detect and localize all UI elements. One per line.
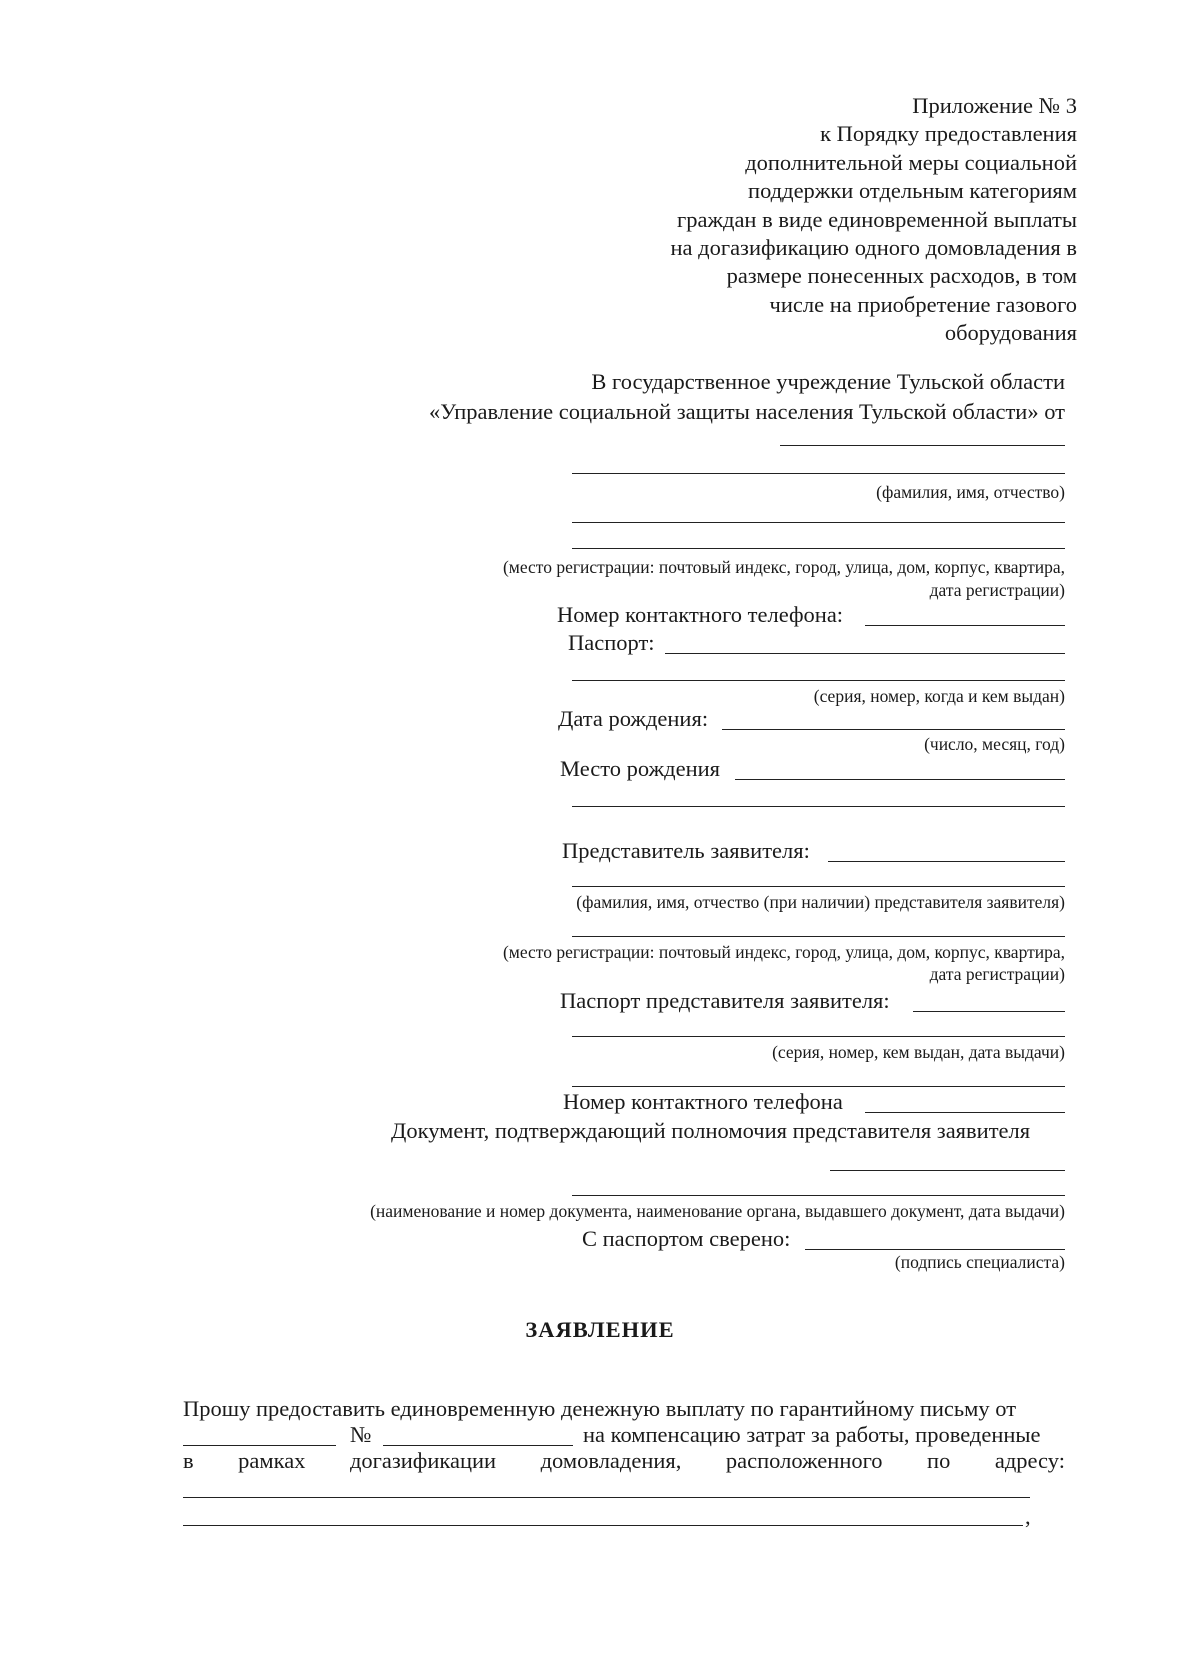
representative-registration-field[interactable] [572,936,1065,937]
address-field[interactable] [183,1497,1030,1498]
applicant-passport-field[interactable] [665,653,1065,654]
statement-line-1: Прошу предоставить единовременную денежную выплату по гарантийному письму от [183,1396,1017,1421]
statement-word: догазификации [349,1448,497,1473]
appendix-line: дополнительной меры социальной [745,149,1077,175]
appendix-line: поддержки отдельным категориям [748,178,1077,204]
applicant-registration-caption-2: дата регистрации) [929,580,1065,600]
verified-caption: (подпись специалиста) [894,1252,1065,1272]
letter-date-field[interactable] [183,1445,336,1446]
applicant-fio-caption: (фамилия, имя, отчество) [876,482,1065,502]
statement-word: расположенного [725,1448,883,1473]
appendix-line: оборудования [944,320,1077,346]
representative-doc-field-2[interactable] [572,1195,1065,1196]
appendix-line: числе на приобретение газового [769,291,1077,317]
address-comma: , [1025,1504,1031,1529]
appendix-line: Приложение № 3 [912,93,1077,118]
recipient-block [360,367,1065,427]
applicant-passport-caption: (серия, номер, когда и кем выдан) [813,686,1065,706]
representative-passport-field[interactable] [913,1011,1065,1012]
statement-word: по [927,1448,951,1473]
applicant-name-field-2[interactable] [572,473,1065,474]
verified-label: С паспортом сверено: [582,1226,791,1251]
applicant-birthplace-label: Место рождения [560,756,721,781]
applicant-name-field[interactable] [780,445,1065,446]
statement-title: ЗАЯВЛЕНИЕ [525,1317,675,1342]
representative-label: Представитель заявителя: [562,838,810,863]
appendix-line: на догазификацию одного домовладения в [670,235,1077,261]
applicant-birthplace-field-2[interactable] [572,806,1065,807]
applicant-registration-field[interactable] [572,522,1065,523]
appendix-line: к Порядку предоставления [820,121,1077,147]
representative-doc-field[interactable] [830,1170,1065,1171]
applicant-birthdate-label: Дата рождения: [558,706,709,731]
statement-line-2: на компенсацию затрат за работы, проведенные [583,1422,1041,1447]
appendix-line: размере понесенных расходов, в том [726,263,1077,289]
recipient-line-2: «Управление социальной защиты населения Тульской области» от [429,399,1065,424]
address-field-2[interactable] [183,1525,1023,1526]
letter-number-sign: № [350,1422,372,1447]
statement-word: домовладения, [540,1448,682,1473]
representative-name-field-2[interactable] [572,886,1065,887]
applicant-registration-caption: (место регистрации: почтовый индекс, город, улица, дом, корпус, квартира, [502,557,1065,577]
representative-fio-caption: (фамилия, имя, отчество (при наличии) представителя заявителя) [576,892,1065,912]
appendix-header [520,92,1077,348]
representative-doc-label: Документ, подтверждающий полномочия представителя заявителя [391,1118,1031,1143]
applicant-passport-field-2[interactable] [572,680,1065,681]
applicant-phone-field[interactable] [865,625,1065,626]
applicant-phone-label: Номер контактного телефона: [557,602,844,627]
representative-passport-field-2[interactable] [572,1036,1065,1037]
representative-doc-caption: (наименование и номер документа, наименование органа, выдавшего документ, дата выдачи) [370,1201,1065,1221]
representative-registration-caption-2: дата регистрации) [929,964,1065,984]
applicant-passport-label: Паспорт: [568,630,655,655]
representative-passport-caption: (серия, номер, кем выдан, дата выдачи) [772,1042,1065,1062]
representative-registration-caption: (место регистрации: почтовый индекс, город, улица, дом, корпус, квартира, [502,942,1065,962]
statement-line-3 [183,1448,1065,1474]
representative-passport-field-3[interactable] [572,1086,1065,1087]
statement-word: адресу: [994,1448,1065,1473]
statement-word: в [183,1448,194,1473]
verified-signature-field[interactable] [805,1249,1065,1250]
applicant-birthdate-caption: (число, месяц, год) [924,734,1065,754]
applicant-birthdate-field[interactable] [722,729,1065,730]
representative-phone-field[interactable] [865,1112,1065,1113]
applicant-registration-field-2[interactable] [572,548,1065,549]
letter-number-field[interactable] [383,1445,573,1446]
appendix-line: граждан в виде единовременной выплаты [676,206,1077,232]
representative-phone-label: Номер контактного телефона [563,1089,843,1114]
statement-word: рамках [238,1448,306,1473]
representative-name-field[interactable] [828,861,1065,862]
representative-passport-label: Паспорт представителя заявителя: [560,988,890,1013]
applicant-birthplace-field[interactable] [735,779,1065,780]
recipient-line-1: В государственное учреждение Тульской области [591,369,1065,394]
